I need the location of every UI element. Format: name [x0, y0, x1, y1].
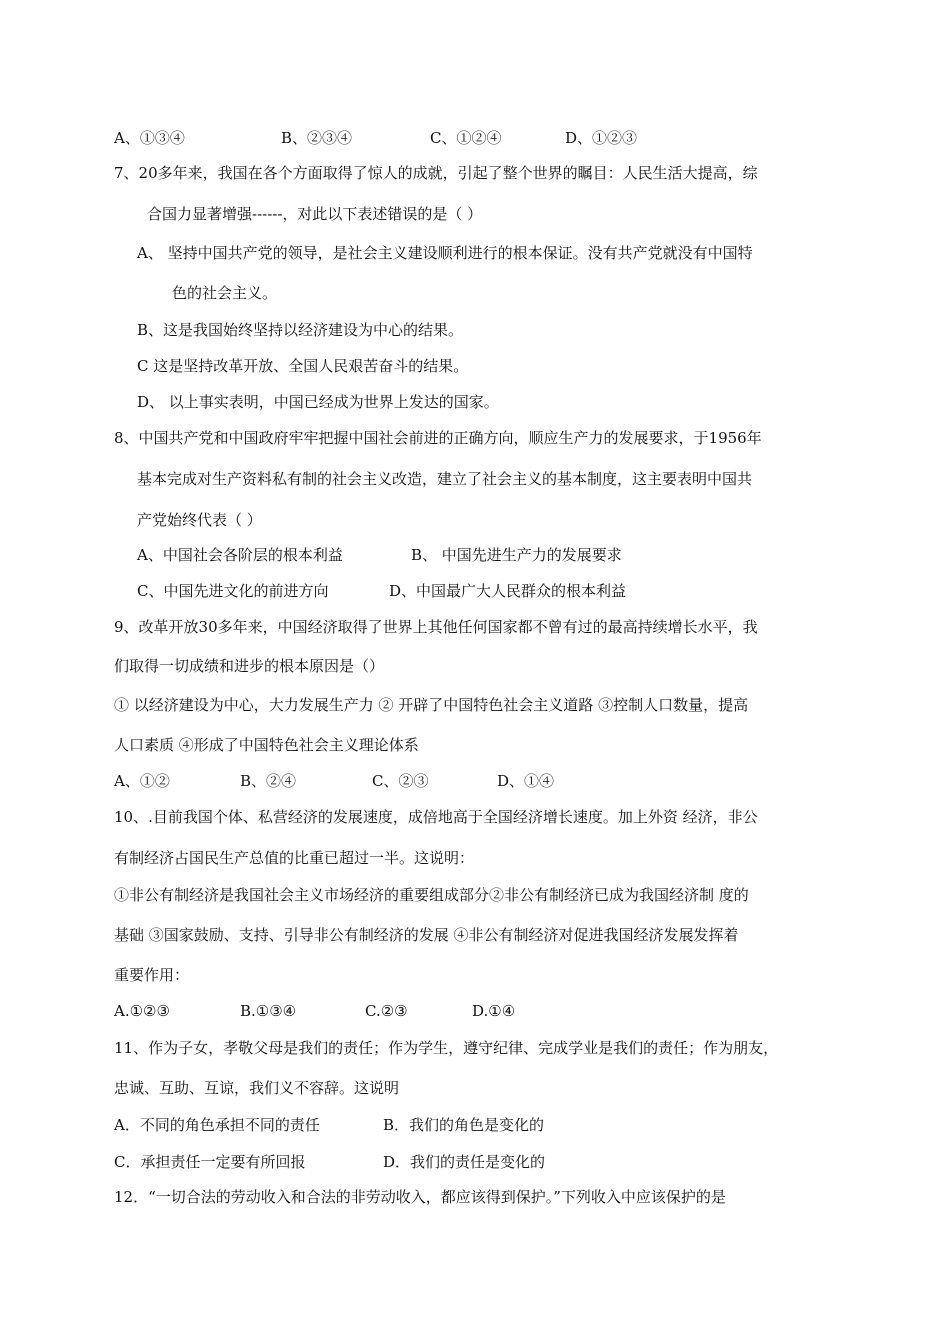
q9-stem-line1: 9、改革开放30多年来，中国经济取得了世界上其他任何国家都不曾有过的最高持续增长水平，我	[114, 618, 758, 636]
q7-stem-line1: 7、20多年来，我国在各个方面取得了惊人的成就，引起了整个世界的瞩目：人民生活大提高，综	[114, 164, 758, 182]
q9-option-d: D、①④	[497, 772, 555, 790]
q11-stem-line2: 忠诚、互助、互谅，我们义不容辞。这说明	[114, 1079, 400, 1097]
q11-option-a: A．不同的角色承担不同的责任	[114, 1116, 320, 1134]
q11-option-b: B．我们的角色是变化的	[383, 1116, 545, 1134]
q11-option-c: C．承担责任一定要有所回报	[114, 1153, 306, 1171]
q7-option-a-line2: 色的社会主义。	[172, 284, 278, 302]
q8-option-d: D、中国最广大人民群众的根本利益	[389, 582, 627, 600]
q10-items-line2: 基础 ③国家鼓励、支持、引导非公有制经济的发展 ④非公有制经济对促进我国经济发展发挥着	[114, 926, 739, 944]
q12-stem-line1: 12．“一切合法的劳动收入和合法的非劳动收入，都应该得到保护。”下列收入中应该保护的是	[114, 1188, 726, 1206]
q11-option-d: D．我们的责任是变化的	[383, 1153, 546, 1171]
q9-option-c: C、②③	[372, 772, 429, 790]
q9-option-b: B、②④	[240, 772, 297, 790]
q6-option-b: B、②③④	[281, 129, 353, 147]
q7-option-d: D、 以上事实表明，中国已经成为世界上发达的国家。	[137, 393, 499, 411]
q10-option-c: C.②③	[365, 1002, 408, 1020]
q9-option-a: A、①②	[114, 772, 170, 790]
q6-option-a: A、①③④	[114, 129, 185, 147]
q9-stem-line2: 们取得一切成绩和进步的根本原因是（）	[114, 657, 385, 675]
q7-option-c: C 这是坚持改革开放、全国人民艰苦奋斗的结果。	[137, 357, 469, 375]
q8-option-c: C、中国先进文化的前进方向	[137, 582, 329, 600]
q6-option-d: D、①②③	[565, 129, 638, 147]
q8-stem-line1: 8、中国共产党和中国政府牢牢把握中国社会前进的正确方向，顺应生产力的发展要求，于1956年	[114, 429, 762, 447]
q7-stem-line2: 合国力显著增强------，对此以下表述错误的是（ ）	[147, 205, 483, 223]
q6-option-c: C、①②④	[430, 129, 502, 147]
q9-items-line1: ① 以经济建设为中心，大力发展生产力 ② 开辟了中国特色社会主义道路 ③控制人口数量，提高	[114, 696, 749, 714]
q7-option-b: B、这是我国始终坚持以经济建设为中心的结果。	[137, 321, 464, 339]
q10-option-d: D.①④	[472, 1002, 516, 1020]
q10-items-line3: 重要作用：	[114, 966, 190, 984]
q10-option-a: A.①②③	[114, 1002, 170, 1020]
q10-items-line1: ①非公有制经济是我国社会主义市场经济的重要组成部分②非公有制经济已成为我国经济制 度的	[114, 886, 749, 904]
q8-option-b: B、 中国先进生产力的发展要求	[411, 546, 622, 564]
q8-option-a: A、中国社会各阶层的根本利益	[137, 546, 343, 564]
q10-option-b: B.①③④	[240, 1002, 297, 1020]
q10-stem-line2: 有制经济占国民生产总值的比重已超过一半。这说明：	[114, 849, 475, 867]
q8-stem-line3: 产党始终代表（ ）	[137, 511, 262, 529]
q9-items-line2: 人口素质 ④形成了中国特色社会主义理论体系	[114, 736, 419, 754]
q10-stem-line1: 10、.目前我国个体、私营经济的发展速度，成倍地高于全国经济增长速度。加上外资 经济，非公	[114, 808, 758, 826]
q11-stem-line1: 11、作为子女，孝敬父母是我们的责任；作为学生，遵守纪律、完成学业是我们的责任；作为朋友，	[114, 1039, 779, 1057]
q8-stem-line2: 基本完成对生产资料私有制的社会主义改造，建立了社会主义的基本制度，这主要表明中国共	[137, 470, 753, 488]
q7-option-a-line1: A、 坚持中国共产党的领导，是社会主义建设顺利进行的根本保证。没有共产党就没有中国特	[137, 244, 753, 262]
